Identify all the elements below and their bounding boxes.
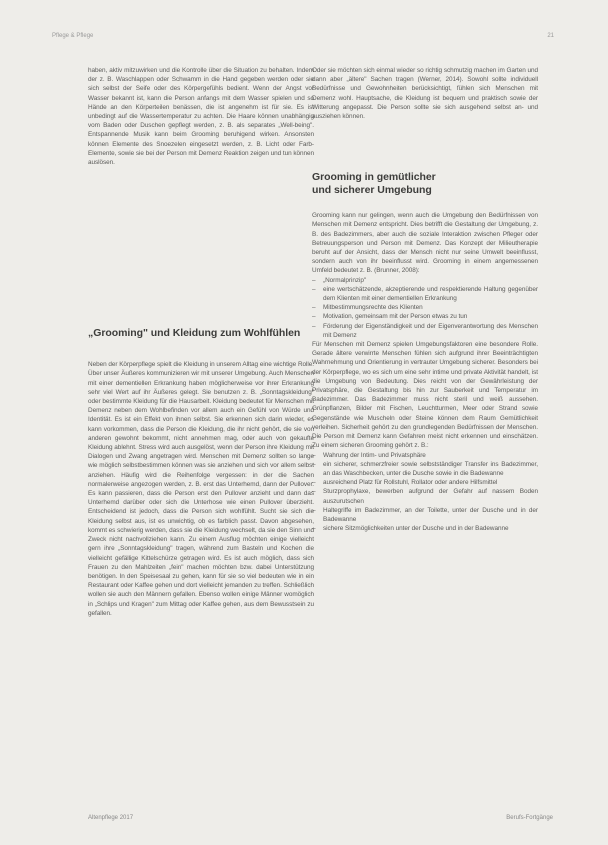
- section-heading-grooming-kleidung: „Grooming" und Kleidung zum Wohlfühlen: [88, 327, 301, 340]
- list-item: – sichere Sitzmöglichkeiten unter der Dusche und in der Badewanne: [312, 524, 538, 533]
- page-number: 21: [547, 33, 554, 39]
- right-paragraph-2: Für Menschen mit Demenz spielen Umgebungsfaktoren eine besondere Rolle. Gerade ältere verwirrte Menschen fühlen sich aufgrund ihrer Beeinträchtigten Wahrnehmung und Orientierung in vertrauter Umgebung sicherer. Besonders bei der Körperpflege, wo es sich um eine sehr intime und private Aktivität handelt, ist die Umgebung von Bedeutung. Dies reicht von der Gewährleistung der Privatsphäre, die Gestaltung bis hin zur Sauberkeit und Temperatur im Badezimmer. Das Badezimmer muss nicht steril und weiß aussehen. Grünpflanzen, Bilder mit Fischen, Leuchtturmen, Meer oder Strand sowie Gegenstände wie Muscheln oder Steine können dem Raum Gemütlichkeit verleihen. Sicherheit gehört zu den grundlegenden Bedürfnissen der Menschen. Die Person mit Demenz kann Gefahren meist nicht erkennen und einschätzen. Zu einem sicheren Grooming gehört z. B.:: [312, 341, 538, 450]
- heading-line-2: und sicherer Umgebung: [312, 184, 432, 197]
- left-column: [88, 66, 314, 618]
- right-intro-paragraph: Oder sie möchten sich einmal wieder so richtig schmutzig machen im Garten und dann aber „ältere" Sachen tragen (Werner, 2014). Sowohl sollte individuell Bedürfnisse und Gewohnheiten berücksichtigt, fühlen sich Menschen mit Demenz wohl. Hauptsache, die Kleidung ist bequem und praktisch sowie der Witterung angepasst. Die Person sollte sie sich ausgehend selbst an- und ausziehen können.: [312, 67, 538, 121]
- heading-line-1: Grooming in gemütlicher: [312, 171, 436, 184]
- list-item: – Mitbestimmungsrechte des Klienten: [312, 303, 538, 312]
- list-item: – ausreichend Platz für Rollstuhl, Rollator oder andere Hilfsmittel: [312, 478, 538, 487]
- running-head: Pflege & Pflege: [52, 33, 94, 39]
- list-item: – eine wertschätzende, akzeptierende und respektierende Haltung gegenüber dem Klienten mit einer dementiellen Erkrankung: [312, 285, 538, 303]
- list-item: – Wahrung der Intim- und Privatsphäre: [312, 451, 538, 460]
- footer-section: Berufs-Fortgänge: [506, 815, 553, 821]
- list-item: – Sturzprophylaxe, bewerben aufgrund der Gefahr auf nassem Boden auszurutschen: [312, 487, 538, 505]
- left-intro-paragraph: haben, aktiv mitzuwirken und die Kontrolle über die Situation zu behalten. Indem der z. B. Waschlappen oder Schwamm in die Hand gegeben werden oder sie sich selbst der Seife oder des Körpergefühls bedient. Wenn der Angst vor Wasser bekannt ist, kann die Person anfangs mit dem Wasser spielen und so Hände an den Körperteilen benässen, die ist angenehm ist für sie. Es ist unbedingt auf die Wassertemperatur zu achten. Die Haare können unabhängig vom Baden oder Duschen gepflegt werden, z. B. als separates „Well-being". Entspannende Musik kann beim Grooming beruhigend wirken. Ansonsten können Elemente des Snoezelen eingesetzt werden, z. B. Licht oder Farb-Elemente, sowie sie bei der Person mit Demenz Reaktion zeigen und tun können auslösen.: [88, 67, 314, 167]
- list-item: – ein sicherer, schmerzfreier sowie selbstständiger Transfer ins Badezimmer, an das Waschbecken, unter die Dusche sowie in die Badewanne: [312, 460, 538, 478]
- left-body-paragraph: Neben der Körperpflege spielt die Kleidung in unserem Alltag eine wichtige Rolle. Über unser Äußeres kommunizieren wir mit unserer Umgebung. Auch Menschen mit einer dementiellen Erkrankung haben möglicherweise vor ihrer Erkrankung sehr viel Wert auf ihr Äußeres gelegt. Sie benutzen z. B. „Sonntagskleidung" oder bestimmte Kleidung für die Hausarbeit. Kleidung bedeutet für Menschen mit Demenz neben dem Wohlbefinden vor allem auch ein Gefühl von Würde und Identität. Es ist ein Effekt von ihnen selbst. Sie erkennen sich darin wieder, es kann vorkommen, dass die Person die Kleidung, die ihr nicht gehört, die sie von anderen gewohnt bekommt, nicht annehmen mag, oder auch von gekaufte Kleidung ablehnt. Stress wird auch ausgelöst, wenn der Person ihre Kleidung mit Dialogen und Zwang angetragen wird. Menschen mit Demenz sollten so lange wie möglich selbstbestimmen können was sie anziehen und sich vor allem selbst anziehen. Häufig wird die Reihenfolge vergessen: in der die Sachen normalerweise angezogen werden, z. B. erst das Unterhemd, dann der Pullover. Es kann passieren, dass die Person erst den Pullover anzieht und dann das Unterhemd darüber oder sich die Unterhose wie einen Pullover überzieht. Entscheidend ist jedoch, dass die Person sich wohlfühlt. Sucht sie sich die Kleidung selbst aus, ist es unwichtig, ob es farblich passt. Davon abgesehen, kommt es schwierig werden, dass sie die Kleidung wechselt, da sie den Sinn und Zweck nicht nachvollziehen kann. Zu einem Ausflug möchten einige vielleicht gern ihre „Sonntagskleidung" tragen, während zum Basteln und Kochen die vielleicht gefällige Kittelschürze getragen wird. Es ist auch möglich, dass sich Frauen zu den Mahlzeiten „fein" machen möchten bzw. dabei Unterstützung benötigen. In den Speisesaal zu gehen, kann für sie so viel bedeuten wie in ein Restaurant oder Kaffee gehen und dort vielleicht jemanden zu treffen. Schließlich wollen sie auch den Männern gefallen. Ebenso wollen einige Männer womöglich in „Schlips und Kragen" zum Mittag oder Kaffee gehen, aus dem Bewusstsein zu gefallen.: [88, 361, 314, 617]
- milieu-list: [312, 276, 538, 340]
- list-item: – „Normalprinzip": [312, 276, 538, 285]
- list-item: – Haltegriffe im Badezimmer, an der Toilette, unter der Dusche und in der Badewanne: [312, 506, 538, 524]
- safety-list: [312, 451, 538, 534]
- list-item: – Motivation, gemeinsam mit der Person etwas zu tun: [312, 312, 538, 321]
- list-item: – Förderung der Eigenständigkeit und der Eigenverantwortung des Menschen mit Demenz: [312, 322, 538, 340]
- section-heading-umgebung: [312, 171, 538, 197]
- right-paragraph-1: Grooming kann nur gelingen, wenn auch die Umgebung den Bedürfnissen von Menschen mit Demenz entspricht. Dies betrifft die Gestaltung der Umgebung, z. B. des Badezimmers, aber auch die soziale Interaktion zwischen Pfleger oder Betreuungsperson und Person mit Demenz. Das Konzept der Milieutherapie beruht auf der Ansicht, dass der Mensch nicht nur seine Umwelt beeinflusst, sondern auch von ihr beeinflusst wird. Grooming in einem angemessenen Umfeld bedeutet z. B. (Brunner, 2008):: [312, 212, 538, 275]
- right-column: [312, 66, 538, 533]
- footer-journal: Altenpflege 2017: [88, 815, 134, 821]
